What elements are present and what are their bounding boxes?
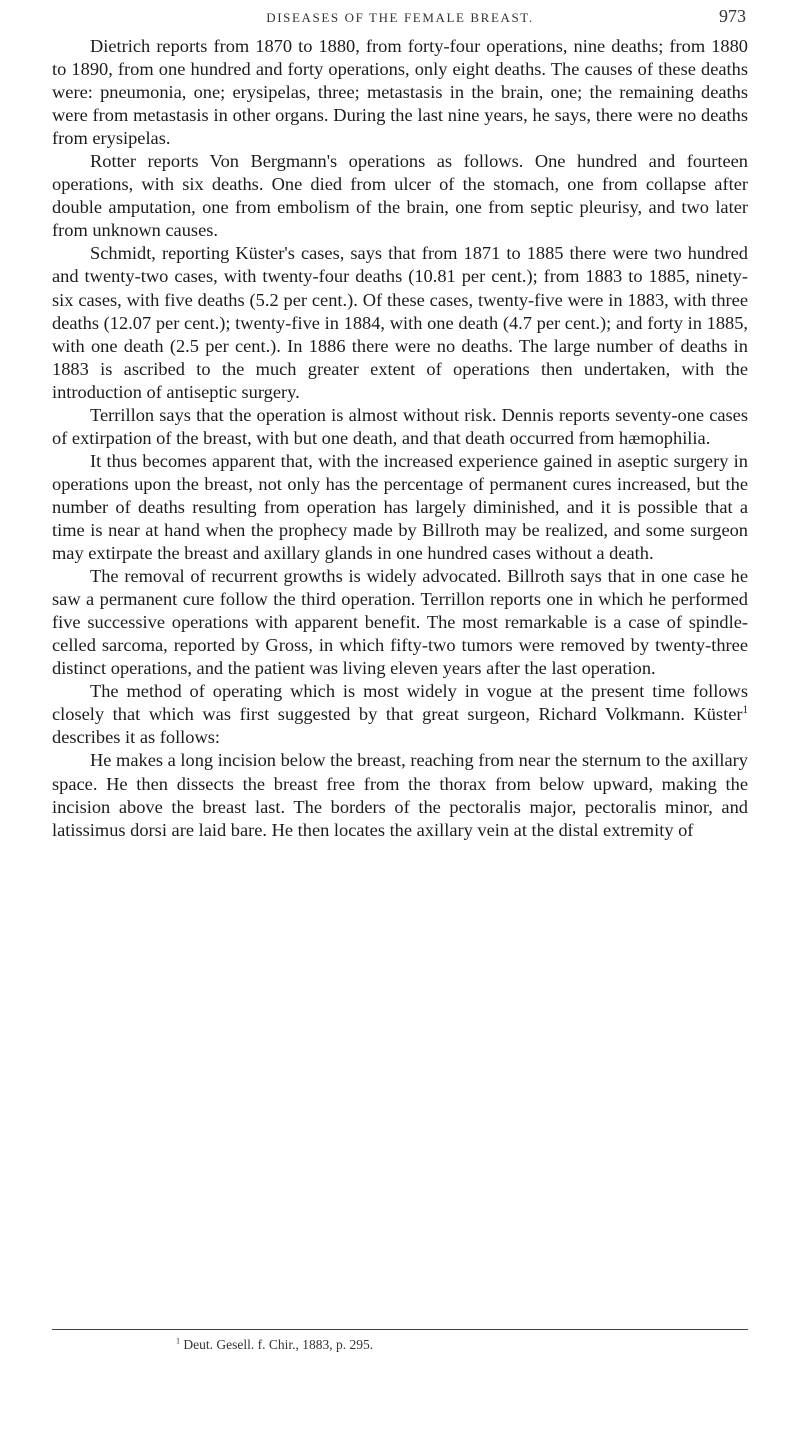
footnote — [52, 1336, 748, 1354]
body-text — [52, 35, 748, 842]
volkmann-text: The method of operating which is most widely in vogue at the present time follows closely that which was first suggested by that great surgeon, Richard Volkmann. Küster — [52, 681, 748, 725]
paragraph-operation-description: He makes a long incision below the breast, reaching from near the sternum to the axillary space. He then dissects the breast free from the thorax from below upward, making the incision above the breast last. The borders of the pectoralis major, pectoralis minor, and latissimus dorsi are laid bare. He then locates the axillary vein at the distal extremity of — [52, 750, 748, 840]
paragraph-schmidt: Schmidt, reporting Küster's cases, says that from 1871 to 1885 there were two hundred and twenty-two cases, with twenty-four deaths (10.81 per cent.); from 1883 to 1885, ninety-six cases, with five deaths (5.2 per cent.). Of these cases, twenty-five were in 1883, with three deaths (12.07 per cent.); twenty-five in 1884, with one death (4.7 per cent.); and forty in 1885, with one death (2.5 per cent.). In 1886 there were no deaths. The large number of deaths in 1883 is ascribed to the much greater extent of operations then undertaken, with the introduction of antiseptic surgery. — [52, 243, 748, 402]
footnote-mark: 1 — [176, 1336, 181, 1346]
page-number: 973 — [719, 6, 746, 26]
paragraph-rotter: Rotter reports Von Bergmann's operations as follows. One hundred and fourteen operations, with six deaths. One died from ulcer of the stomach, one from collapse after double amputation, one from embolism of the brain, one from septic pleurisy, and two later from unknown causes. — [52, 151, 748, 241]
paragraph-terrillon: Terrillon says that the operation is almost without risk. Dennis reports seventy-one cases of extirpation of the breast, with but one death, and that death occurred from hæmophilia. — [52, 404, 748, 448]
paragraph-aseptic-surgery: It thus becomes apparent that, with the increased experience gained in aseptic surgery in operations upon the breast, not only has the percentage of permanent cures increased, but the number of deaths resulting from operation has largely diminished, and it is possible that a time is near at hand when the prophecy made by Billroth may be realized, and some surgeon may extirpate the breast and axillary glands in one hundred cases without a death. — [52, 450, 748, 564]
page-header — [52, 6, 748, 32]
paragraph-recurrent-growths: The removal of recurrent growths is widely advocated. Billroth says that in one case he saw a permanent cure follow the third operation. Terrillon reports one in which he performed five successive operations with apparent benefit. The most remarkable is a case of spindle-celled sarcoma, reported by Gross, in which fifty-two tumors were removed by twenty-three distinct operations, and the patient was living eleven years after the last operation. — [52, 566, 748, 679]
running-head: DISEASES OF THE FEMALE BREAST. — [266, 10, 534, 25]
footnote-text: Deut. Gesell. f. Chir., 1883, p. 295. — [180, 1337, 374, 1352]
footnote-divider — [52, 1329, 748, 1330]
volkmann-text-tail: describes it as follows: — [52, 727, 221, 748]
footnote-reference: 1 — [742, 704, 748, 717]
paragraph-volkmann-method — [52, 680, 748, 749]
paragraph-dietrich: Dietrich reports from 1870 to 1880, from forty-four operations, nine deaths; from 1880 to 1890, from one hundred and forty operations, only eight deaths. The causes of these deaths were: pneumonia, one; erysipelas, three; metastasis in the brain, one; the remaining deaths were from metastasis in other organs. During the last nine years, he says, there were no deaths from erysipelas. — [52, 36, 748, 149]
